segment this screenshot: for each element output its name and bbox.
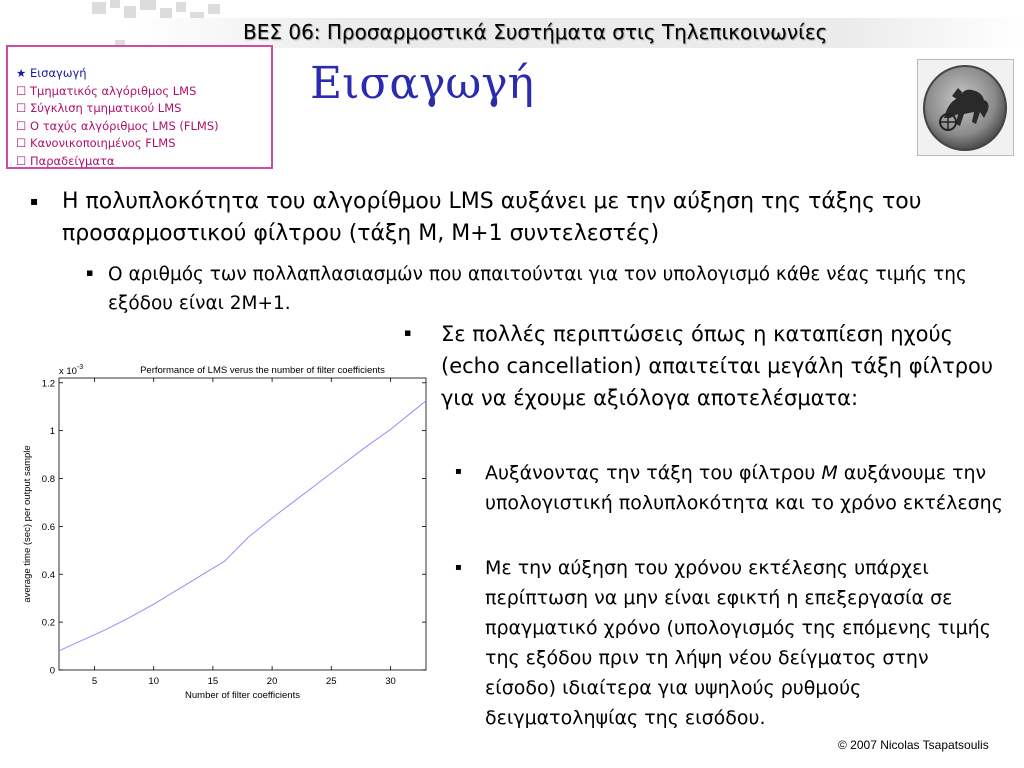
toc-item-label: Σύγκλιση τμηματικού LMS xyxy=(30,101,182,115)
x-axis-label: Number of filter coefficients xyxy=(185,690,300,701)
toc-item-label: Εισαγωγή xyxy=(30,66,87,80)
y-tick-label: 0.2 xyxy=(41,617,55,629)
bullet-lms-complexity: Η πολυπλοκότητα του αλγορίθμου LMS αυξάνει με την αύξηση της τάξης του προσαρμοστικού φίλτρου (τάξη M, M+1 συντελεστές) xyxy=(62,189,922,246)
bullet-marker: ▪ xyxy=(30,194,39,208)
bullet-echo-cancellation: Σε πολλές περιπτώσεις όπως η καταπίεση ηχούς (echo cancellation) απαιτείται μεγάλη τάξη φίλτρου για να έχουμε αξιόλογα αποτελέσματα: xyxy=(441,322,994,410)
bullet-multiplications: Ο αριθμός των πολλαπλασιασμών που απαιτούνται για τον υπολογισμό κάθε νέας τιμής της εξόδου είναι 2M+1. xyxy=(108,264,967,314)
y-tick-label: 0.8 xyxy=(41,474,55,486)
bullet-marker: ▪ xyxy=(455,466,462,477)
course-title: ΒΕΣ 06: Προσαρμοστικά Συστήματα στις Τηλεπικοινωνίες xyxy=(243,20,828,44)
x-tick-label: 15 xyxy=(207,676,219,687)
x-tick-label: 20 xyxy=(266,676,278,687)
x-tick-label: 5 xyxy=(91,676,98,687)
chart-svg xyxy=(0,356,440,706)
copyright: © 2007 Nicolas Tsapatsoulis xyxy=(838,738,989,752)
checkbox-icon: ☐ xyxy=(16,101,27,115)
coin-logo xyxy=(917,59,1014,156)
plot-frame xyxy=(59,378,426,670)
y-tick-label: 0 xyxy=(49,665,55,677)
text-span: Αυξάνοντας την τάξη του φίλτρου xyxy=(485,462,822,484)
y-tick-label: 1.2 xyxy=(41,378,55,390)
toc-item-label: Παραδείγματα xyxy=(30,153,115,168)
checkbox-icon: ☐ xyxy=(16,153,27,168)
toc-item-label: Τμηματικός αλγόριθμος LMS xyxy=(30,83,197,98)
y-multiplier-base: x 10 xyxy=(59,366,77,377)
toc-item-block-lms-convergence[interactable] xyxy=(16,100,271,118)
toc-item-introduction[interactable] xyxy=(16,65,271,83)
coin-chariot-icon xyxy=(918,60,1013,155)
y-multiplier-label xyxy=(59,364,83,377)
toc-item-label: Κανονικοποιημένος FLMS xyxy=(30,136,176,150)
y-axis-label: average time (sec) per output sample xyxy=(22,445,33,603)
bullet-marker: ▪ xyxy=(455,562,462,573)
lms-performance-chart xyxy=(0,356,440,706)
y-multiplier-exponent: -3 xyxy=(76,364,84,371)
checkbox-icon: ☐ xyxy=(16,118,27,133)
x-tick-label: 25 xyxy=(326,676,337,687)
table-of-contents xyxy=(6,45,273,169)
y-tick-label: 1 xyxy=(49,426,55,438)
variable-m: M xyxy=(821,462,838,484)
checkbox-icon: ☐ xyxy=(16,136,27,150)
bullet-filter-order xyxy=(485,458,1005,518)
star-icon: ★ xyxy=(16,66,27,80)
bullet-real-time: Με την αύξηση του χρόνου εκτέλεσης υπάρχει περίπτωση να μην είναι εφικτή η επεξεργασία σε πραγματικό χρόνο (υπολογισμός της επόμενης τιμής της εξόδου πριν τη λήψη νέου δείγματος στην είσοδο) ιδιαίτερα για υψηλούς ρυθμούς δειγματοληψίας της εισόδου. xyxy=(485,557,991,729)
bullet-marker: ▪ xyxy=(404,326,412,339)
text-span: αυξάνουμε την υπολογιστική πολυπλοκότητα και το χρόνο εκτέλεσης xyxy=(485,462,1003,514)
toc-item-block-lms[interactable] xyxy=(16,83,271,101)
y-tick-label: 0.6 xyxy=(41,521,55,533)
checkbox-icon: ☐ xyxy=(16,83,27,98)
toc-item-flms[interactable] xyxy=(16,118,271,136)
x-tick-label: 10 xyxy=(148,676,159,687)
chart-title: Performance of LMS verus the number of filter coefficients xyxy=(140,365,385,376)
toc-item-label: Ο ταχύς αλγόριθμος LMS (FLMS) xyxy=(30,118,219,133)
bullet-marker: ▪ xyxy=(86,266,94,279)
slide-title: Εισαγωγή xyxy=(310,58,534,109)
toc-item-examples[interactable] xyxy=(16,153,271,171)
toc-item-normalized-flms[interactable] xyxy=(16,135,271,153)
x-tick-label: 30 xyxy=(385,676,396,687)
y-tick-label: 0.4 xyxy=(41,569,55,581)
